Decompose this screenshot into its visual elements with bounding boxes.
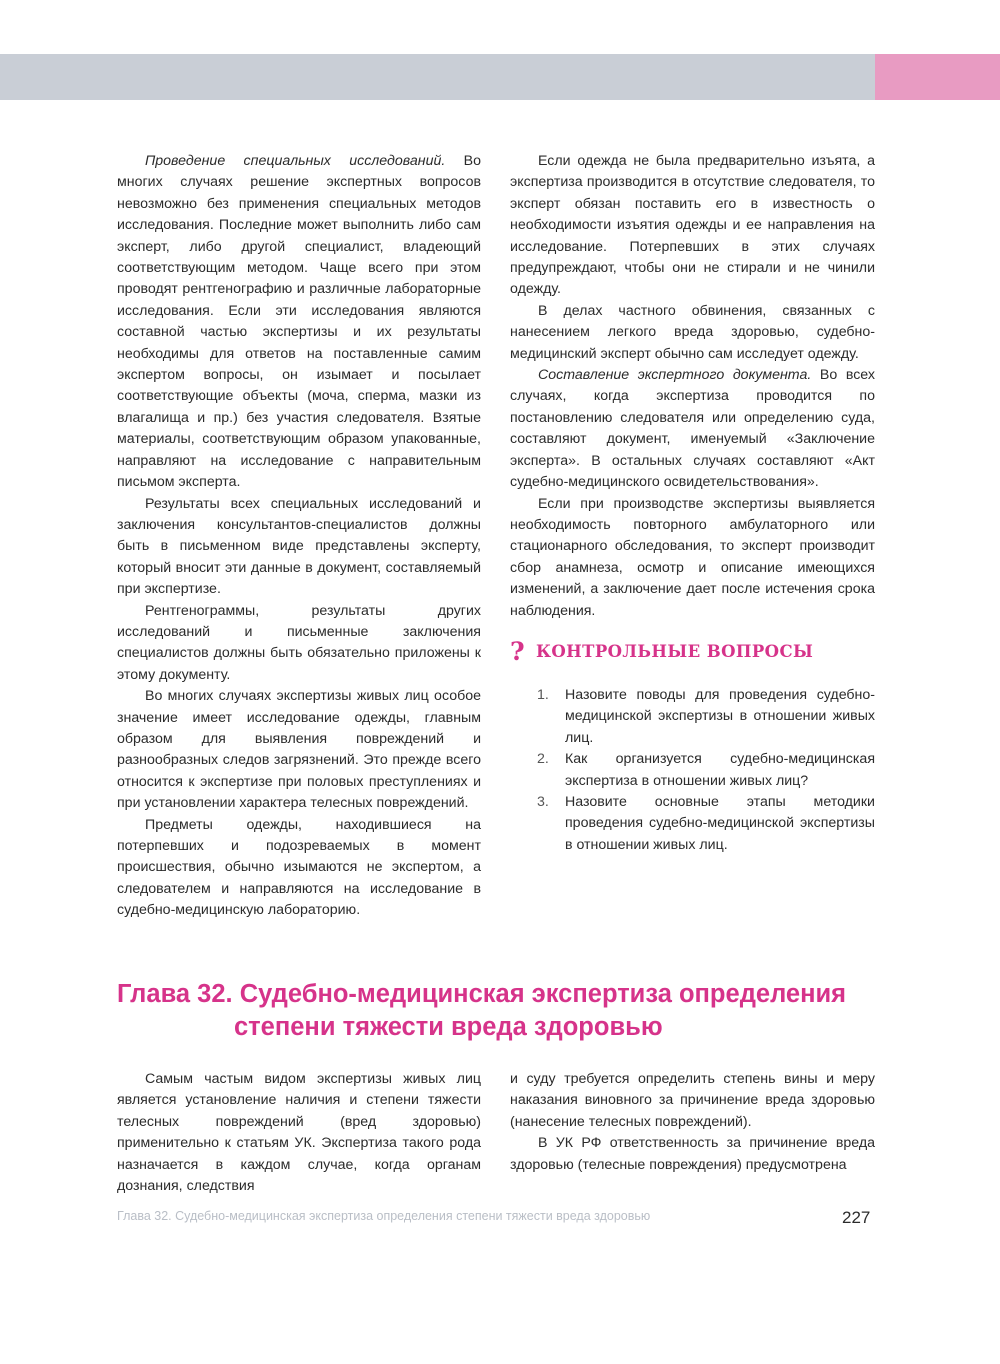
question-mark-icon: ?	[510, 636, 525, 666]
left-column-bottom	[117, 1069, 481, 1197]
chapter-title-line-1: Глава 32. Судебно-медицинская экспертиза определения	[117, 980, 847, 1008]
paragraph	[510, 365, 875, 493]
chapter-title-line-2: степени тяжести вреда здоровью	[234, 1013, 663, 1041]
question-item	[537, 685, 875, 749]
chapter-title	[117, 978, 917, 1044]
header-band	[0, 54, 875, 100]
control-questions-title: КОНТРОЛЬНЫЕ ВОПРОСЫ	[536, 641, 814, 661]
header-accent-band	[875, 54, 1000, 100]
paragraph: Самым частым видом экспертизы живых лиц является установление наличия и степени тяжести телесных повреждений (вред здоровью) применительно к статьям УК. Экспертиза такого рода назначается в каждом случае, когда органам дознания, следствия	[117, 1071, 481, 1195]
left-column-top	[117, 151, 481, 922]
control-questions-heading	[510, 636, 880, 666]
question-text: Назовите поводы для проведения судебно-медицинской экспертизы в отношении живых лиц.	[565, 687, 875, 746]
paragraph: Если при производстве экспертизы выявляется необходимость повторного амбулаторного или стационарного обследования, то эксперт производит сбор анамнеза, осмотр и описание имеющихся изменений, а заключение дает после истечения срока наблюдения.	[510, 495, 875, 619]
paragraph-lead-italic: Составление экспертного документа.	[538, 367, 812, 384]
paragraph-text: Во всех случаях, когда экспертиза проводится по постановлению следователя или определению суда, составляют документ, именуемый «Заключение эксперта». В остальных случаях составляют «Акт судебно-медицинского освидетельствования».	[510, 367, 875, 491]
right-column-bottom	[510, 1069, 875, 1176]
paragraph: В УК РФ ответственность за причинение вреда здоровью (телесные повреждения) предусмотрена	[510, 1135, 875, 1173]
paragraph: и суду требуется определить степень вины и меру наказания виновного за причинение вреда здоровью (нанесение телесных повреждений).	[510, 1071, 875, 1130]
right-column-top	[510, 151, 875, 622]
paragraph: Если одежда не была предварительно изъята, а экспертиза производится в отсутствие следователя, то эксперт обязан поставить его в известность о необходимости изъятия одежды и ее направления на исследование. Потерпевших в этих случаях предупреждают, чтобы они не стирали и не чинили одежду.	[510, 153, 875, 298]
page-number: 227	[842, 1208, 871, 1227]
paragraph-text: Во многих случаях решение экспертных вопросов невозможно без применения специальных методов исследования. Последние может выполнить либо сам эксперт, либо другой специалист, владеющий соответствующим методом. Чаще всего при этом проводят рентгенографию и различные лабораторные исследования. Если эти исследования являются составной частью экспертизы и их результаты необходимы для ответов на поставленные самим экспертом вопросы, он изымает и посылает соответствующие объекты (моча, сперма, мазки из влагалища и пр.) без участия следователя. Взятые материалы, соответствующим образом упакованные, направляют на исследование с направительным письмом эксперта.	[117, 153, 481, 491]
question-number: 3.	[537, 794, 549, 811]
question-text: Назовите основные этапы методики проведения судебно-медицинской экспертизы в отношении живых лиц.	[565, 794, 875, 853]
question-item	[537, 749, 875, 792]
running-footer: Глава 32. Судебно-медицинская экспертиза определения степени тяжести вреда здоровью	[117, 1209, 651, 1223]
paragraph: В делах частного обвинения, связанных с нанесением легкого вреда здоровью, судебно-медицинский эксперт обычно сам исследует одежду.	[510, 302, 875, 362]
paragraph	[117, 151, 481, 494]
question-item	[537, 792, 875, 856]
paragraph: Во многих случаях экспертизы живых лиц особое значение имеет исследование одежды, главным образом для выявления повреждений и разнообразных следов загрязнений. Это прежде всего относится к экспертизе при половых преступлениях и при установлении характера телесных повреждений.	[117, 688, 481, 812]
paragraph: Предметы одежды, находившиеся на потерпевших и подозреваемых в момент происшествия, обычно изымаются не экспертом, а следователем и направляются на исследование в судебно-медицинскую лабораторию.	[117, 816, 481, 919]
question-text: Как организуется судебно-медицинская экспертиза в отношении живых лиц?	[565, 751, 875, 789]
control-questions-list	[537, 685, 875, 856]
question-number: 1.	[537, 687, 549, 703]
paragraph: Рентгенограммы, результаты других исследований и письменные заключения специалистов должны быть обязательно приложены к этому документу.	[117, 602, 481, 683]
paragraph: Результаты всех специальных исследований и заключения консультантов-специалистов должны быть в письменном виде представлены эксперту, который вносит эти данные в документ, составляемый при экспертизе.	[117, 495, 481, 598]
question-number: 2.	[537, 751, 549, 768]
paragraph-lead-italic: Проведение специальных исследований.	[145, 153, 446, 169]
